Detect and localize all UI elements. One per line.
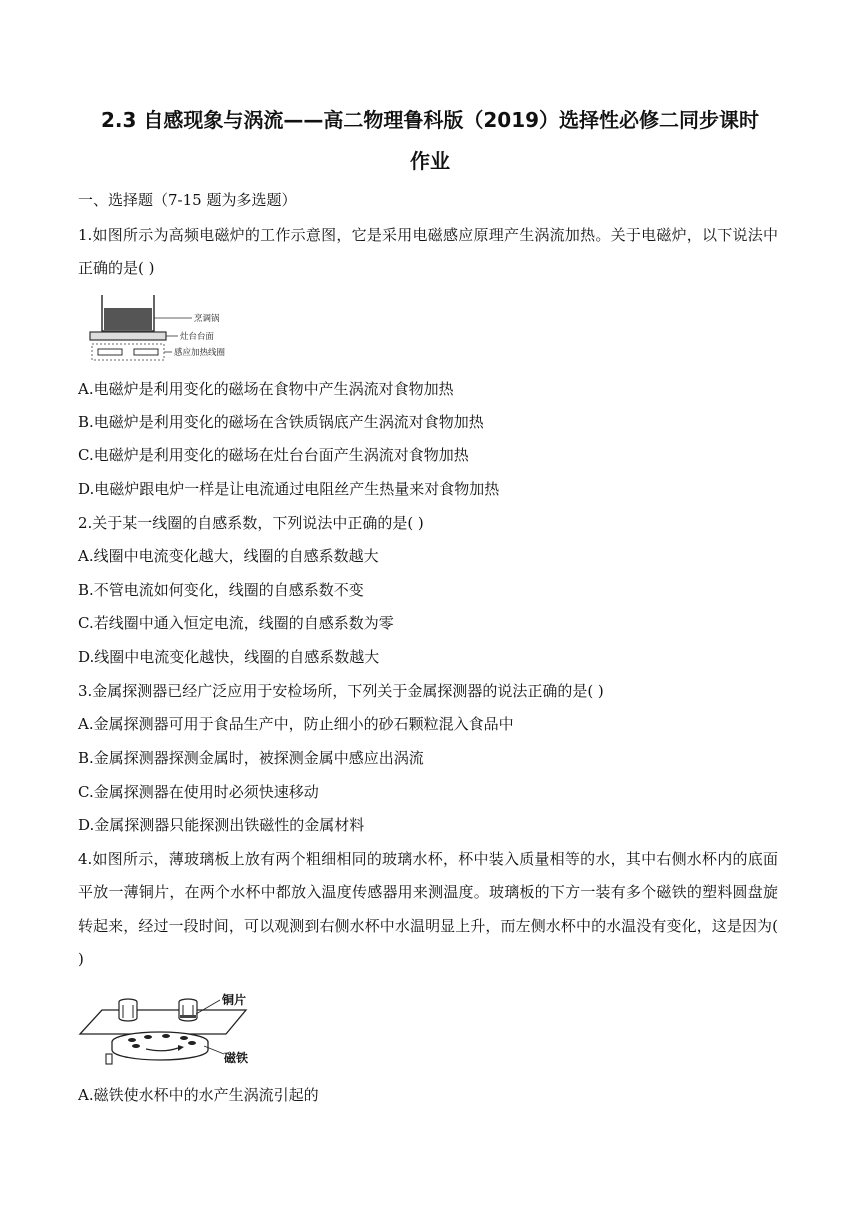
q3-option-a: A.金属探测器可用于食品生产中，防止细小的砂石颗粒混入食品中 xyxy=(78,715,514,733)
q3-stem: 3.金属探测器已经广泛应用于安检场所，下列关于金属探测器的说法正确的是( ) xyxy=(78,682,604,700)
q1-option-b: B.电磁炉是利用变化的磁场在含铁质锅底产生涡流对食物加热 xyxy=(78,413,484,431)
label-copper: 铜片 xyxy=(222,993,247,1007)
q4-option-a: A.磁铁使水杯中的水产生涡流引起的 xyxy=(78,1086,319,1104)
document-title-line1: 2.3 自感现象与涡流——高二物理鲁科版（2019）选择性必修二同步课时 xyxy=(100,108,760,132)
q3-option-d: D.金属探测器只能探测出铁磁性的金属材料 xyxy=(78,816,365,834)
section-heading: 一、选择题（7-15 题为多选题） xyxy=(78,191,297,209)
copper-sheet xyxy=(180,1015,196,1018)
q2-stem: 2.关于某一线圈的自感系数，下列说法中正确的是( ) xyxy=(78,514,424,532)
q1-option-d: D.电磁炉跟电炉一样是让电流通过电阻丝产生热量来对食物加热 xyxy=(78,480,500,498)
label-stove-top: 灶台台面 xyxy=(180,332,215,342)
induction-cooker-figure xyxy=(84,291,244,363)
q2-option-a: A.线圈中电流变化越大，线圈的自感系数越大 xyxy=(78,547,379,565)
rotating-magnet-figure xyxy=(74,990,264,1070)
q1-stem: 1.如图所示为高频电磁炉的工作示意图，它是采用电磁感应原理产生涡流加热。关于电磁炉，以下说法中正确的是( ) xyxy=(78,226,778,278)
label-pot: 烹调锅 xyxy=(194,314,220,324)
label-coil: 感应加热线圈 xyxy=(174,348,226,358)
label-magnet: 磁铁 xyxy=(224,1051,249,1065)
q3-option-b: B.金属探测器探测金属时，被探测金属中感应出涡流 xyxy=(78,749,424,767)
q1-option-a: A.电磁炉是利用变化的磁场在食物中产生涡流对食物加热 xyxy=(78,380,454,398)
q3-option-c: C.金属探测器在使用时必须快速移动 xyxy=(78,783,319,801)
pot-contents xyxy=(104,308,152,330)
q4-stem: 4.如图所示，薄玻璃板上放有两个粗细相同的玻璃水杯，杯中装入质量相等的水，其中右侧水杯内的底面平放一薄铜片，在两个水杯中都放入温度传感器用来测温度。玻璃板的下方一装有多个磁铁的塑料圆盘旋转起来，经过一段时间，可以观测到右侧水杯中水温明显上升，而左侧水杯中的水温没有变化，这是因为( ) xyxy=(78,850,778,969)
document-title-line2: 作业 xyxy=(410,149,450,173)
q2-option-c: C.若线圈中通入恒定电流，线圈的自感系数为零 xyxy=(78,614,394,632)
q2-option-b: B.不管电流如何变化，线圈的自感系数不变 xyxy=(78,581,364,599)
q2-option-d: D.线圈中电流变化越快，线圈的自感系数越大 xyxy=(78,648,380,666)
q1-option-c: C.电磁炉是利用变化的磁场在灶台台面产生涡流对食物加热 xyxy=(78,446,469,464)
